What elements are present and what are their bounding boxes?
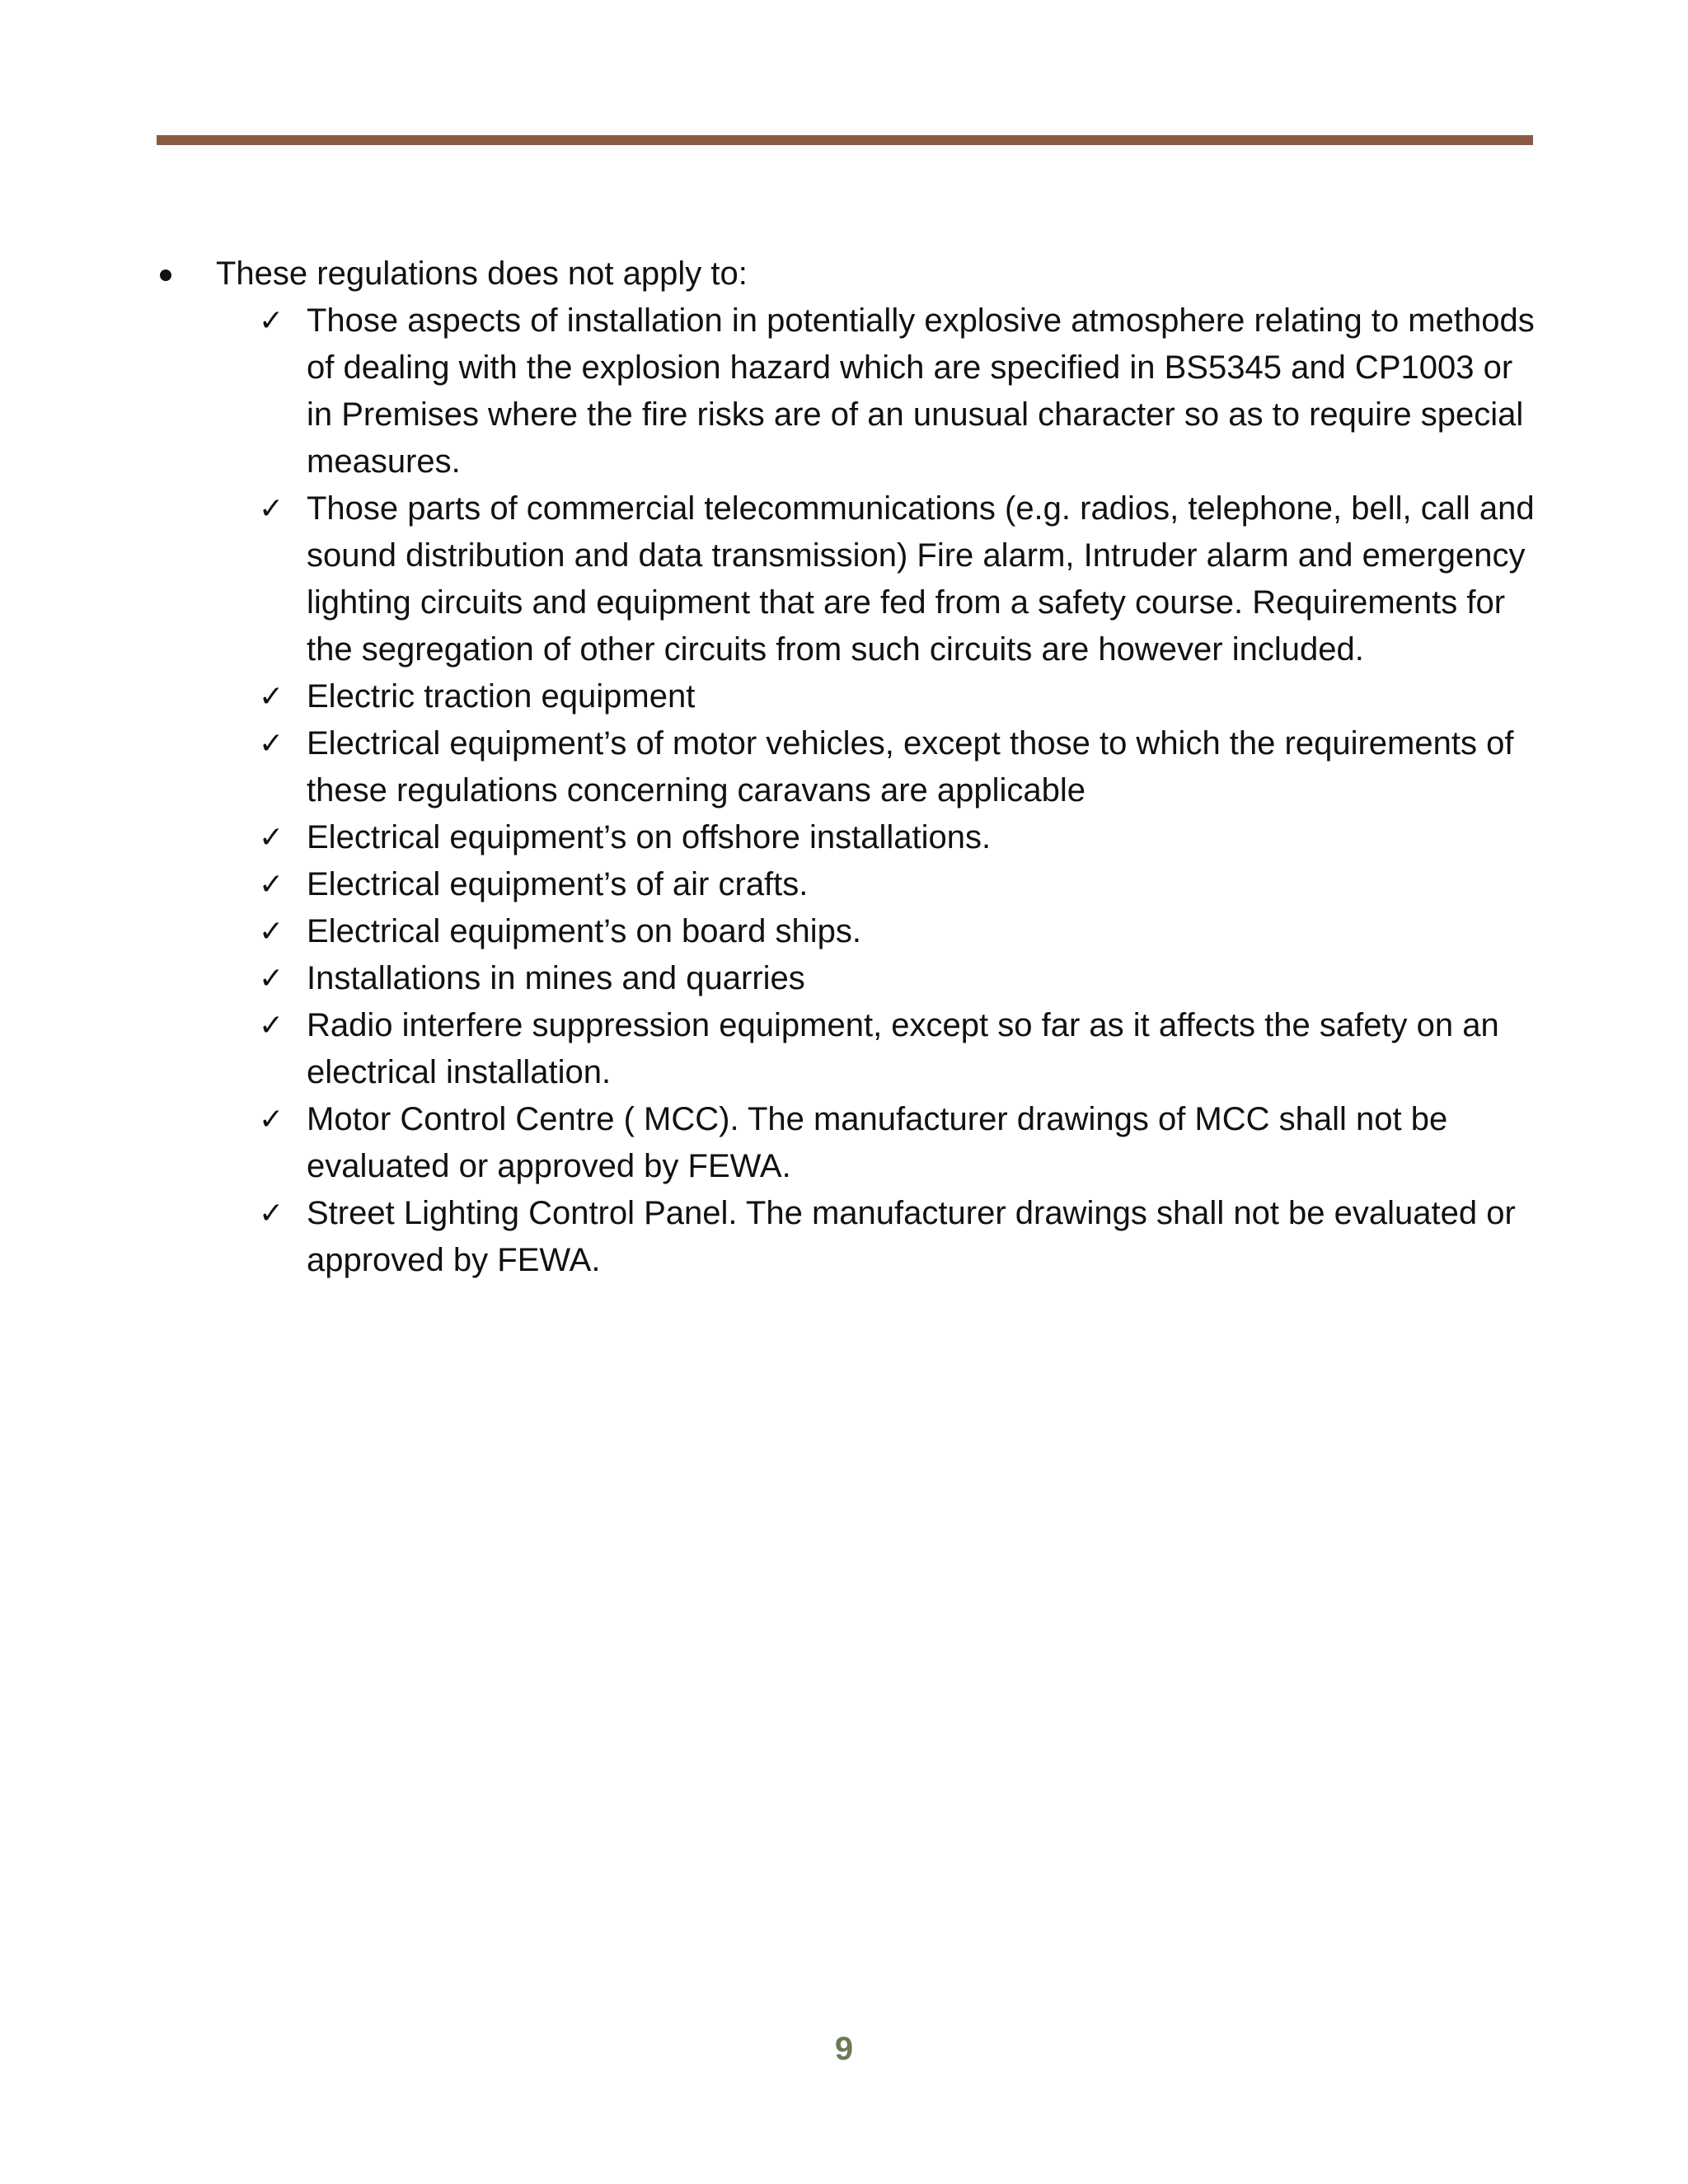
checkmark-icon: ✓ — [259, 1197, 284, 1230]
list-item — [259, 1002, 1541, 1096]
list-item-text: Motor Control Centre ( MCC). The manufacturer drawings of MCC shall not be evaluated or approved by FEWA. — [307, 1101, 1448, 1184]
document-body — [157, 251, 1541, 1284]
list-item-text: Electrical equipment’s on board ships. — [307, 913, 861, 949]
list-item — [259, 673, 1541, 720]
list-item-text: Street Lighting Control Panel. The manufacturer drawings shall not be evaluated or approved by FEWA. — [307, 1195, 1516, 1278]
checkmark-icon: ✓ — [259, 492, 284, 526]
page-number: 9 — [834, 2031, 854, 2067]
checkmark-icon: ✓ — [259, 915, 284, 949]
list-item — [259, 861, 1541, 908]
intro-bullet-text: These regulations does not apply to: — [216, 255, 748, 292]
list-item — [259, 720, 1541, 814]
header-rule — [157, 135, 1533, 145]
list-item — [259, 485, 1541, 673]
list-item — [259, 1096, 1541, 1190]
list-item — [259, 955, 1541, 1002]
list-item-text: Installations in mines and quarries — [307, 960, 805, 996]
checkmark-icon: ✓ — [259, 821, 284, 855]
checkmark-icon: ✓ — [259, 868, 284, 902]
checkmark-icon: ✓ — [259, 1103, 284, 1137]
list-item-text: Electric traction equipment — [307, 678, 696, 715]
list-item — [259, 814, 1541, 861]
list-item-text: Radio interfere suppression equipment, except so far as it affects the safety on an electrical installation. — [307, 1007, 1499, 1090]
list-item-text: Those parts of commercial telecommunications (e.g. radios, telephone, bell, call and sound distribution and data transmission) Fire alarm, Intruder alarm and emergency lighting circuits and equipment that are fed from a safety course. Requirements for the segregation of other circuits from such circuits are however included. — [307, 490, 1535, 668]
list-item — [259, 298, 1541, 485]
checkmark-icon: ✓ — [259, 680, 284, 714]
checkmark-icon: ✓ — [259, 727, 284, 761]
intro-bullet — [157, 251, 1541, 298]
exclusion-list — [157, 298, 1541, 1284]
list-item — [259, 1190, 1541, 1284]
bullet-icon — [160, 269, 171, 281]
list-item-text: Those aspects of installation in potentially explosive atmosphere relating to methods of dealing with the explosion hazard which are specified in BS5345 and CP1003 or in Premises where the fire risks are of an unusual character so as to require special measures. — [307, 302, 1535, 480]
checkmark-icon: ✓ — [259, 1009, 284, 1043]
list-item-text: Electrical equipment’s of air crafts. — [307, 866, 809, 902]
checkmark-icon: ✓ — [259, 304, 284, 338]
checkmark-icon: ✓ — [259, 962, 284, 996]
list-item-text: Electrical equipment’s of motor vehicles, except those to which the requirements of these regulations concerning caravans are applicable — [307, 725, 1514, 808]
list-item-text: Electrical equipment’s on offshore installations. — [307, 819, 992, 855]
list-item — [259, 908, 1541, 955]
